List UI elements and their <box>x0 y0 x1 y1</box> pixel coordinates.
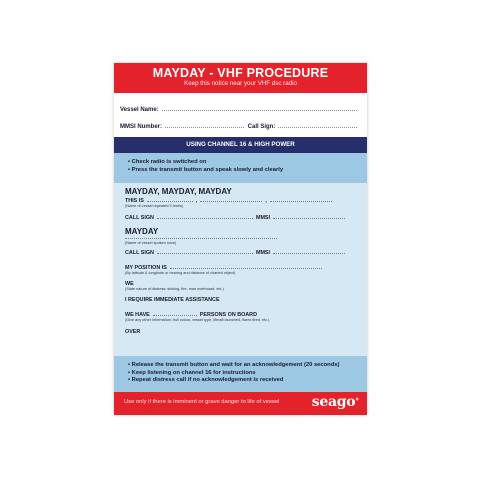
seago-logo <box>312 394 359 410</box>
notice-title: MAYDAY - VHF PROCEDURE <box>152 66 329 80</box>
call-sign-mmsi-row-1 <box>125 215 359 221</box>
call-script <box>114 183 367 356</box>
mayday-notice-card <box>114 63 367 415</box>
position-note: (By latitude & longitude or bearing and distance of charted object) <box>125 271 236 275</box>
header-banner <box>114 63 367 93</box>
footer-banner <box>114 392 367 415</box>
mayday-heading: MAYDAY <box>125 227 159 236</box>
mmsi-blank-1[interactable] <box>273 217 345 219</box>
position-blank[interactable] <box>170 267 322 269</box>
call-sign-blank-1[interactable] <box>157 217 253 219</box>
call-sign-label: Call Sign: <box>247 124 276 130</box>
steps-top <box>114 153 367 183</box>
mmsi-number-label: MMSI Number: <box>120 124 162 130</box>
call-sign-mmsi-row-2 <box>125 250 359 256</box>
assistance-line: I REQUIRE IMMEDIATE ASSISTANCE <box>125 297 220 303</box>
registered-mark: ® <box>355 396 359 402</box>
position-label: MY POSITION IS <box>125 265 167 271</box>
mmsi-label-2: MMSI <box>255 250 271 256</box>
vessel-name-blank-2[interactable] <box>200 200 262 202</box>
mayday-x3-heading: MAYDAY, MAYDAY, MAYDAY <box>125 187 232 196</box>
mmsi-label-1: MMSI <box>255 215 271 221</box>
name-once-note: (Name of vessel spoken once) <box>125 241 177 245</box>
persons-count-blank[interactable] <box>153 314 197 316</box>
step-item: • Keep listening on channel 16 for instructions <box>128 370 359 378</box>
comma-1: , <box>195 198 198 204</box>
this-is-label: THIS IS <box>125 198 144 204</box>
comma-2: , <box>265 198 267 204</box>
vessel-name-line[interactable] <box>162 109 357 111</box>
persons-on-board-label: PERSONS ON BOARD <box>199 312 257 318</box>
step-item: • Press the transmit button and speak slowly and clearly <box>128 167 359 175</box>
call-sign-blank-2[interactable] <box>157 252 253 254</box>
danger-warning: Use only if there is imminent or grave danger to life of vessel <box>124 399 280 405</box>
mmsi-callsign-row <box>120 113 361 130</box>
step-item: • Repeat distress call if no acknowledgement is received <box>128 377 359 385</box>
step-item: • Release the transmit button and wait for an acknowledgement (20 seconds) <box>128 362 359 370</box>
notice-subtitle: Keep this notice near your VHF dsc radio <box>184 80 297 87</box>
vessel-name-blank-3[interactable] <box>270 200 332 202</box>
we-have-label: WE HAVE <box>125 312 150 318</box>
name-repeated-note: (Name of vessel repeated 3 times) <box>125 204 184 208</box>
vessel-name-once-blank[interactable] <box>125 237 277 239</box>
mmsi-blank-2[interactable] <box>273 252 345 254</box>
step-item: • Check radio is switched on <box>128 159 359 167</box>
call-sign-line[interactable] <box>278 126 357 128</box>
vessel-name-row <box>120 96 361 113</box>
vessel-fields <box>114 93 367 136</box>
mmsi-number-line[interactable] <box>165 126 244 128</box>
other-info-note: (Give any other information: hull colour, vessel type, liferaft launched, flares fired, etc.) <box>125 318 270 322</box>
channel-band: USING CHANNEL 16 & HIGH POWER <box>114 137 367 153</box>
we-note: (State nature of distress: sinking, fire, man overboard, etc.) <box>125 287 224 291</box>
vessel-name-label: Vessel Name: <box>120 107 159 113</box>
vessel-name-blank-1[interactable] <box>147 200 193 202</box>
steps-bottom <box>114 356 367 396</box>
we-label: WE <box>125 281 134 287</box>
seago-logo-text: seago <box>311 394 356 410</box>
over-label: OVER <box>125 329 141 335</box>
call-sign-label-1: CALL SIGN <box>125 215 154 221</box>
call-sign-label-2: CALL SIGN <box>125 250 154 256</box>
